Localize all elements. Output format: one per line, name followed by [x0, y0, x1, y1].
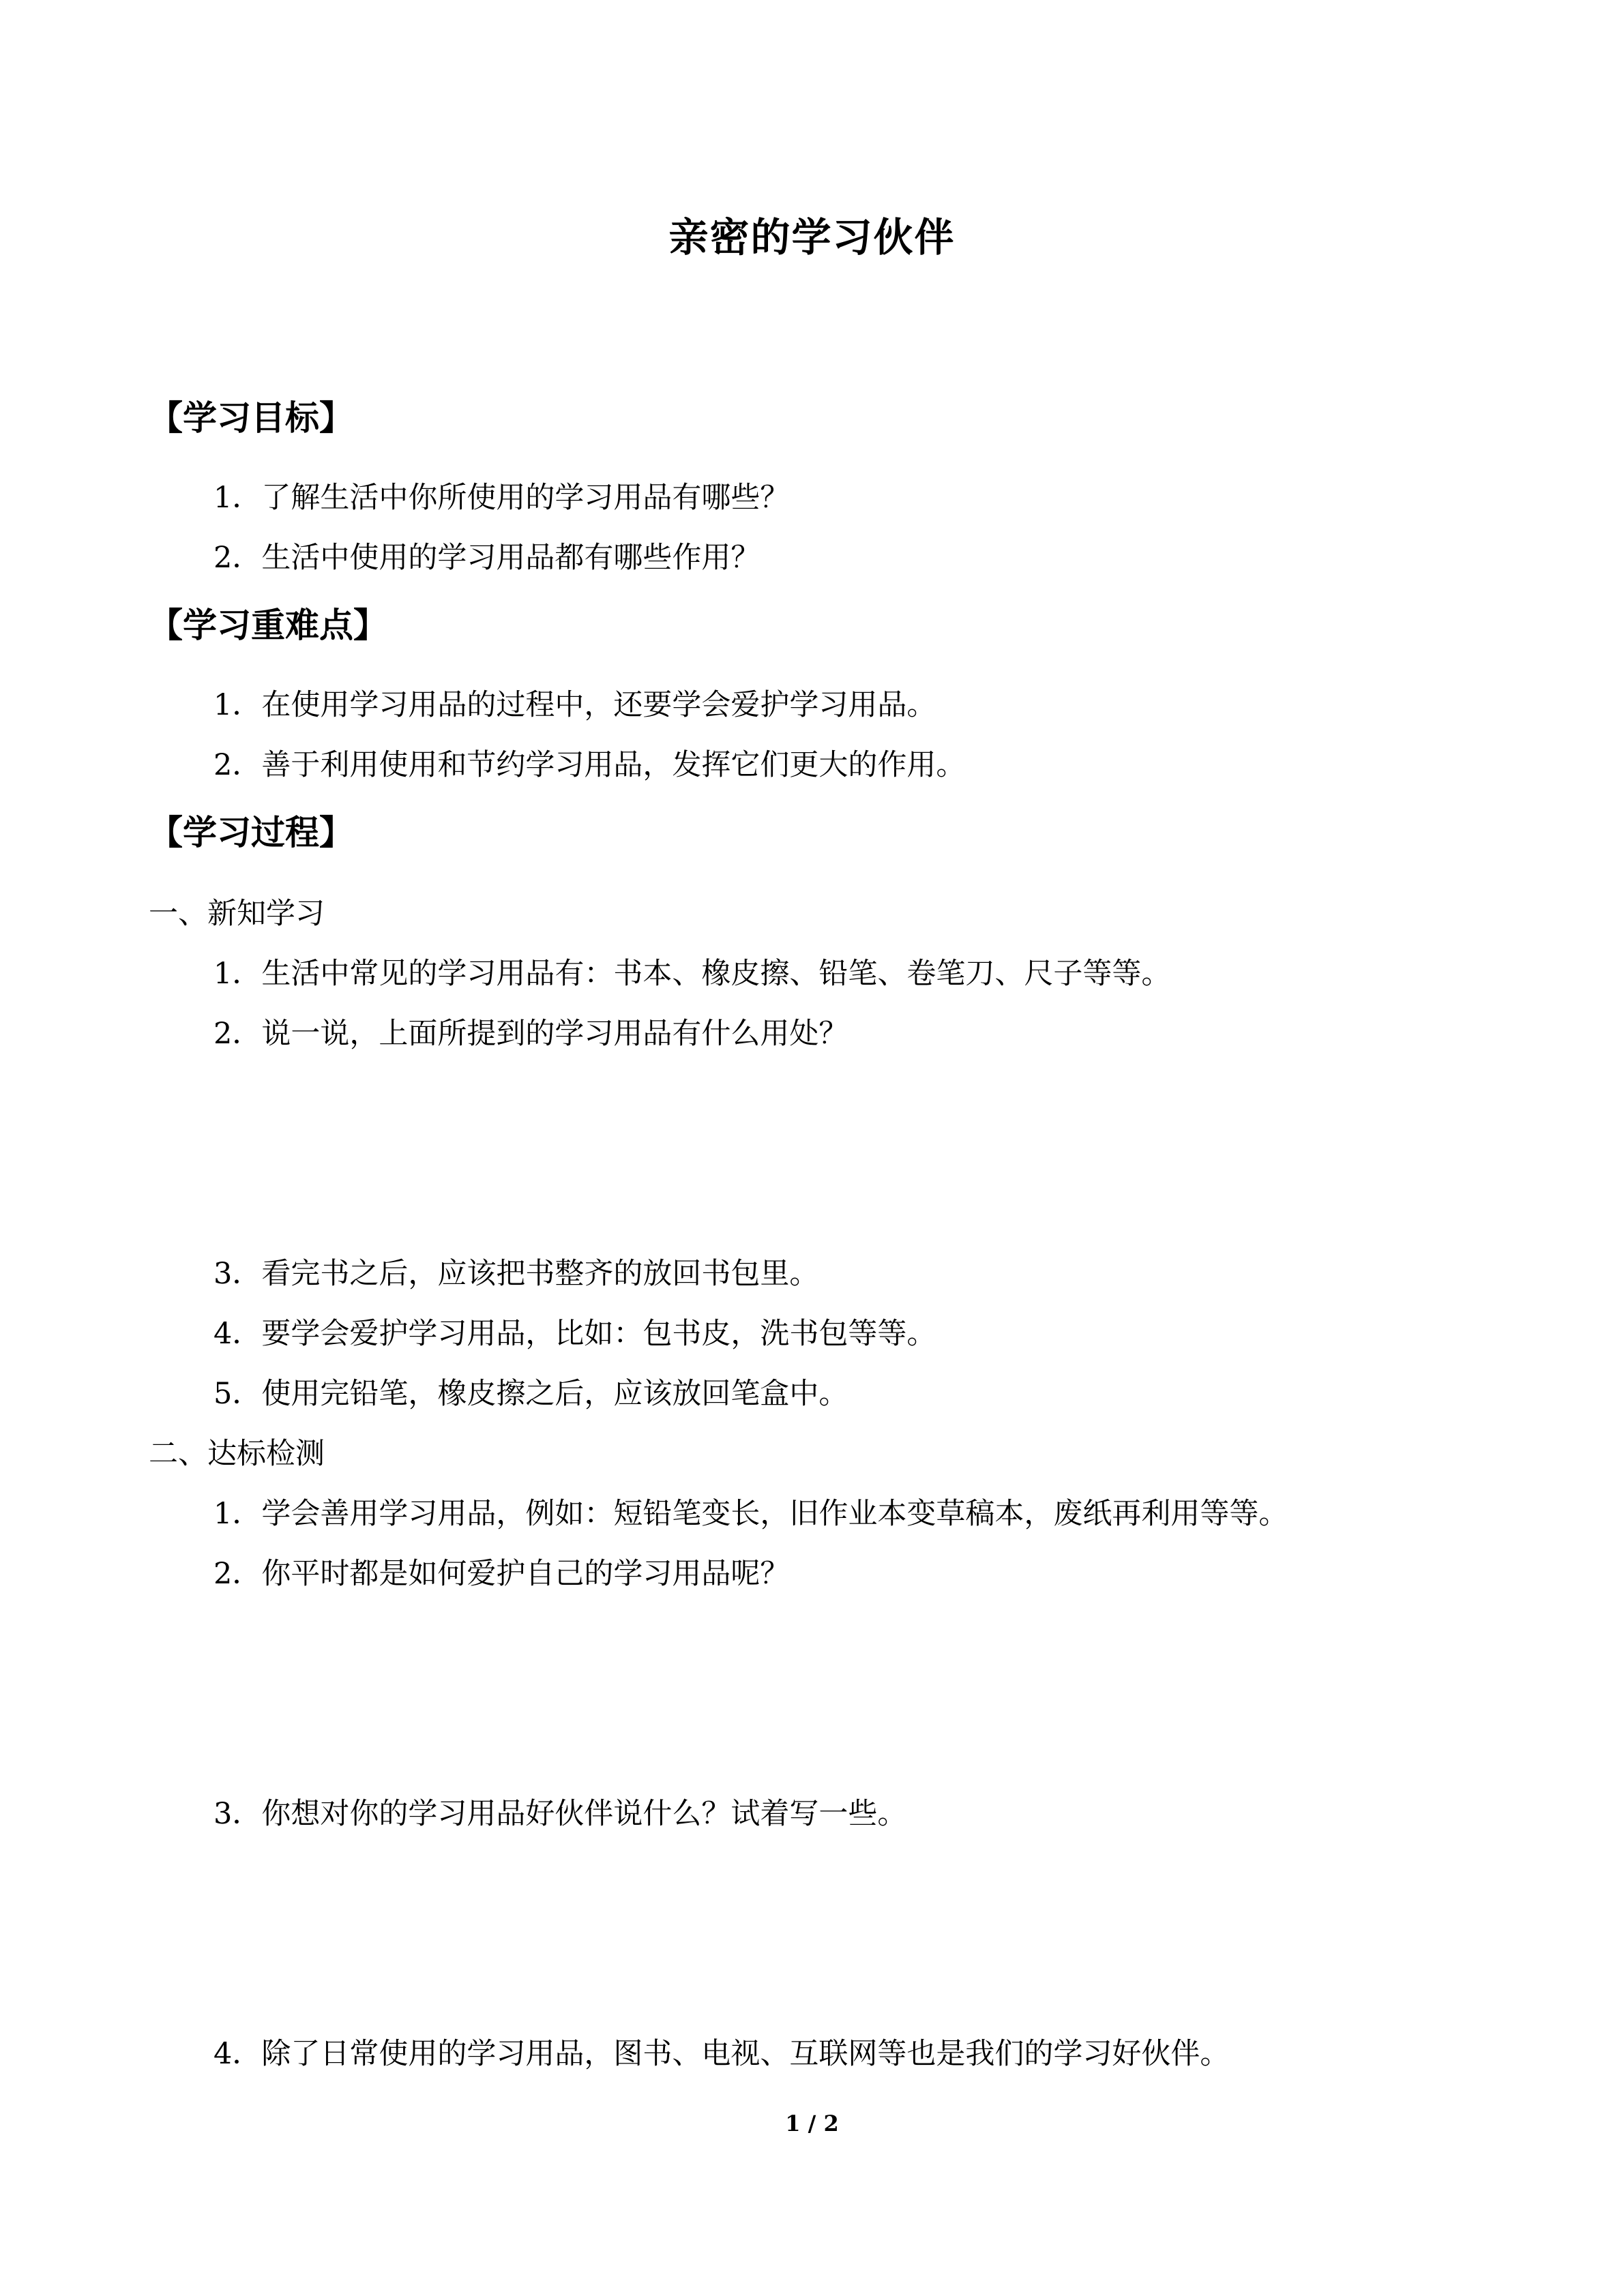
key-point-item-1: 1．在使用学习用品的过程中，还要学会爱护学习用品。 [213, 688, 936, 722]
page-title: 亲密的学习伙伴 [668, 214, 956, 260]
section-heading-objectives: 【学习目标】 [149, 398, 353, 438]
assessment-item-1: 1．学会善用学习用品，例如：短铅笔变长，旧作业本变草稿本，废纸再利用等等。 [213, 1497, 1288, 1531]
page-number: 1 / 2 [785, 2111, 839, 2136]
objective-item-1: 1．了解生活中你所使用的学习用品有哪些？ [213, 481, 790, 515]
key-point-item-2: 2．善于利用使用和节约学习用品，发挥它们更大的作用。 [213, 748, 966, 782]
new-knowledge-item-4: 4．要学会爱护学习用品，比如：包书皮，洗书包等等。 [213, 1317, 936, 1351]
new-knowledge-item-5: 5．使用完铅笔，橡皮擦之后，应该放回笔盒中。 [213, 1377, 848, 1411]
objective-item-2: 2．生活中使用的学习用品都有哪些作用？ [213, 541, 761, 575]
assessment-item-4: 4．除了日常使用的学习用品，图书、电视、互联网等也是我们的学习好伙伴。 [213, 2037, 1230, 2071]
section-heading-process: 【学习过程】 [149, 813, 353, 852]
new-knowledge-item-3: 3．看完书之后，应该把书整齐的放回书包里。 [213, 1257, 819, 1291]
section-heading-key-points: 【学习重难点】 [149, 606, 387, 645]
subsection-assessment: 二、达标检测 [149, 1437, 325, 1471]
new-knowledge-item-2: 2．说一说，上面所提到的学习用品有什么用处？ [213, 1017, 848, 1051]
subsection-new-knowledge: 一、新知学习 [149, 897, 325, 931]
assessment-item-2: 2．你平时都是如何爱护自己的学习用品呢？ [213, 1557, 790, 1591]
assessment-item-3: 3．你想对你的学习用品好伙伴说什么？试着写一些。 [213, 1797, 907, 1831]
new-knowledge-item-1: 1．生活中常见的学习用品有：书本、橡皮擦、铅笔、卷笔刀、尺子等等。 [213, 957, 1171, 991]
